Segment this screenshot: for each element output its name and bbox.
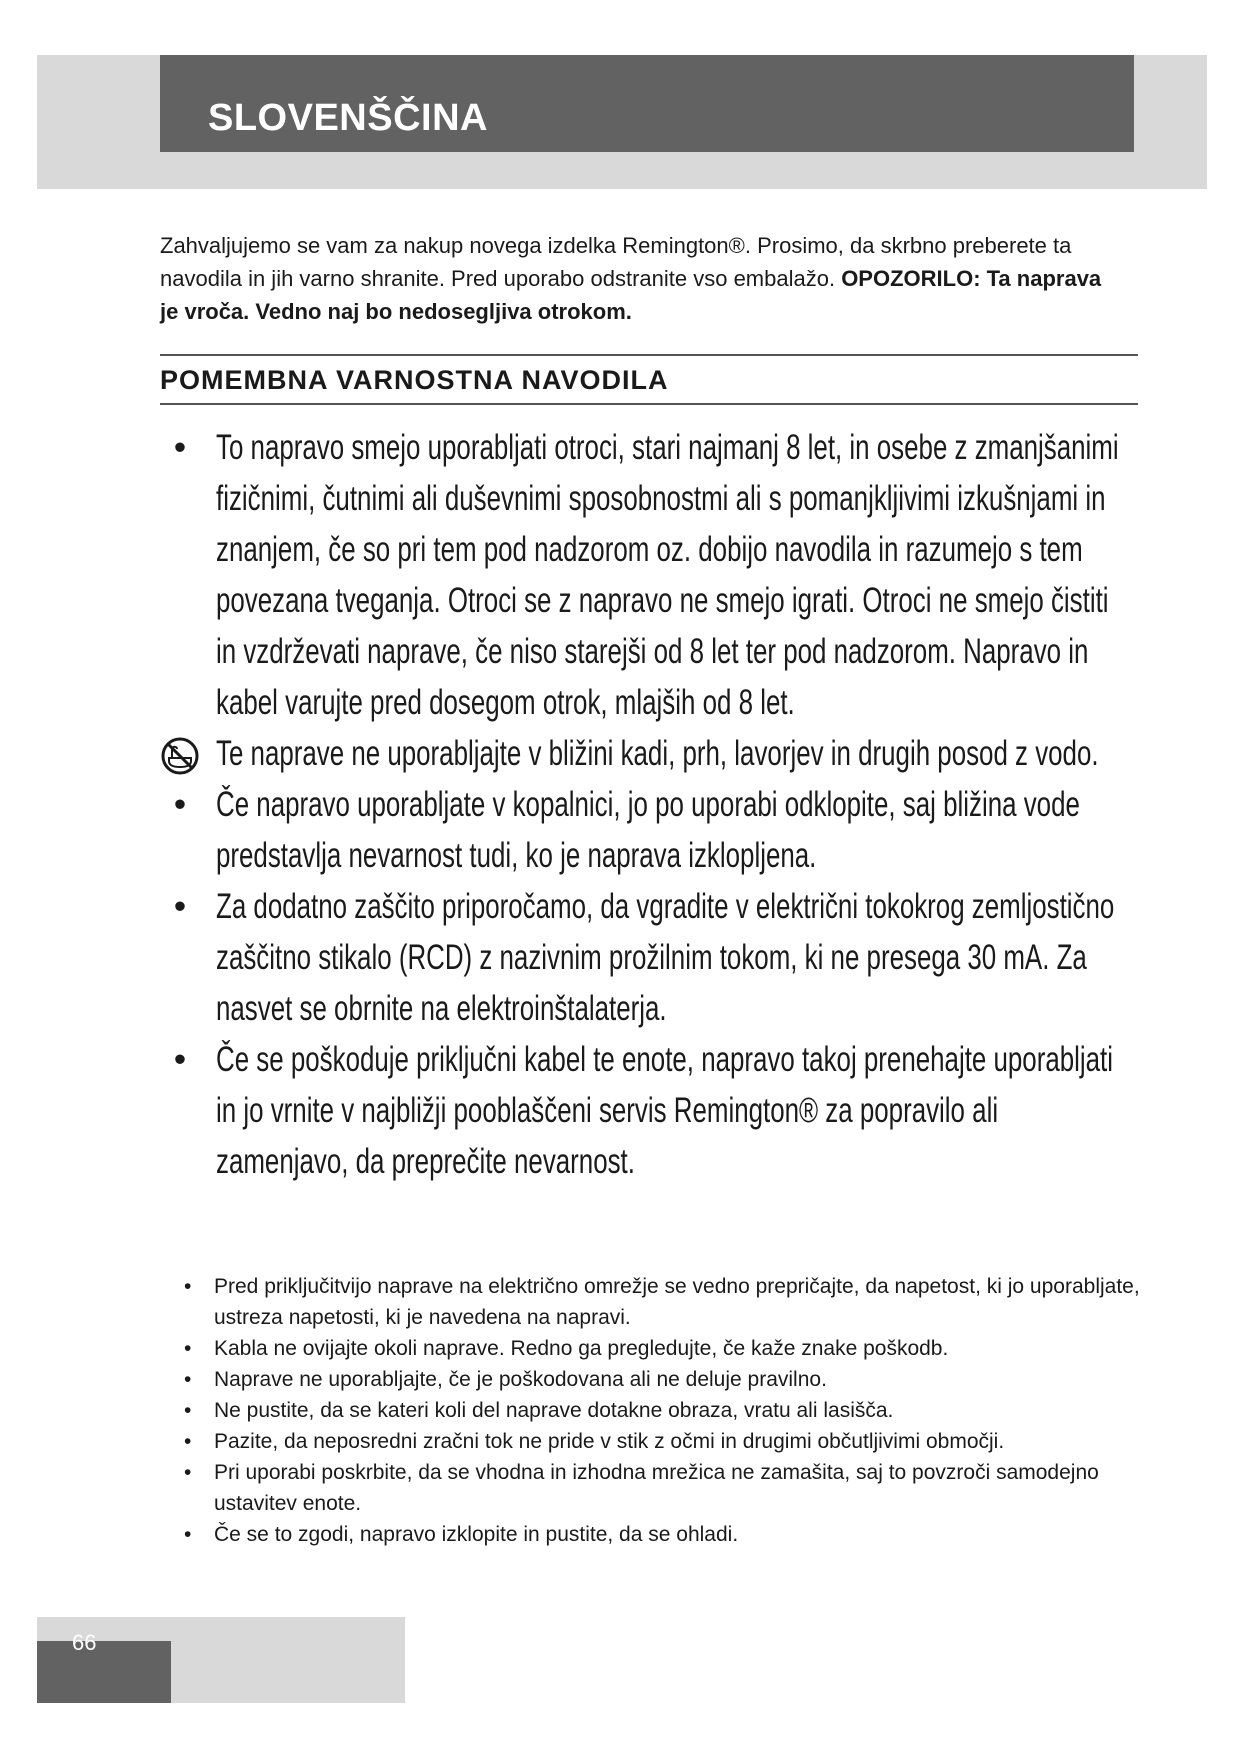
safety-item-text: To napravo smejo uporabljati otroci, stari najmanj 8 let, in osebe z zmanjšanimi fizičnimi, čutnimi ali duševnimi sposobnostmi ali s pomanjkljivimi izkušnjami in znanjem, če so pri tem pod nadzorom oz. dobijo navodila in razumejo s tem povezana tveganja. Otroci se z napravo ne smejo igrati. Otroci ne smejo čistiti in vzdrževati naprave, če niso starejši od 8 let ter pod nadzorom. Napravo in kabel varujte pred dosegom otrok, mlajših od 8 let.: [216, 428, 1119, 722]
intro-paragraph: [160, 229, 1110, 328]
section-title: POMEMBNA VARNOSTNA NAVODILA: [160, 365, 669, 395]
section-rule-bottom: [160, 403, 1138, 405]
bullet-marker: •: [184, 1399, 192, 1422]
note-text: Naprave ne uporabljajte, če je poškodovana ali ne deluje pravilno.: [214, 1368, 827, 1391]
page-number: 66: [72, 1630, 97, 1655]
safety-item: [160, 779, 1150, 881]
safety-item: [160, 881, 1150, 1034]
note-item: [160, 1333, 1140, 1364]
safety-item-text: Te naprave ne uporabljajte v bližini kadi, prh, lavorjev in drugih posod z vodo.: [216, 734, 1099, 773]
safety-item: [160, 1034, 1150, 1187]
note-text: Če se to zgodi, napravo izklopite in pustite, da se ohladi.: [214, 1523, 739, 1546]
safety-item: [160, 728, 1150, 779]
bullet-marker: •: [184, 1461, 192, 1484]
safety-item-text: Za dodatno zaščito priporočamo, da vgradite v električni tokokrog zemljostično zaščitno stikalo (RCD) z nazivnim prožilnim tokom, ki ne presega 30 mA. Za nasvet se obrnite na elektroinštalaterja.: [216, 887, 1115, 1028]
note-text: Pred priključitvijo naprave na električno omrežje se vedno prepričajte, da napetost, ki jo uporabljate, ustreza napetosti, ki je navedena na napravi.: [214, 1275, 1140, 1329]
intro-text: Zahvaljujemo se vam za nakup novega izdelka Remington®. Prosimo, da skrbno preberete ta navodila in jih varno shranite. Pred uporabo odstranite vso embalažo.: [160, 233, 1072, 291]
safety-item-text: Če se poškoduje priključni kabel te enote, napravo takoj prenehajte uporabljati in jo vrnite v najbližji pooblaščeni servis Remington® za popravilo ali zamenjavo, da preprečite nevarnost.: [216, 1040, 1114, 1181]
safety-item: [160, 422, 1150, 728]
bullet-marker: •: [184, 1337, 192, 1360]
note-item: [160, 1457, 1140, 1519]
bullet-marker: •: [173, 1040, 187, 1079]
note-item: [160, 1271, 1140, 1333]
bullet-marker: •: [184, 1430, 192, 1453]
bullet-marker: •: [184, 1368, 192, 1391]
no-bathtub-icon: [160, 736, 200, 776]
note-text: Pri uporabi poskrbite, da se vhodna in izhodna mrežica ne zamašita, saj to povzroči samodejno ustavitev enote.: [214, 1461, 1099, 1515]
bullet-marker: •: [184, 1523, 192, 1546]
note-item: [160, 1426, 1140, 1457]
intro-warning: OPOZORILO: Ta naprava je vroča. Vedno naj bo nedosegljiva otrokom.: [160, 266, 1102, 324]
safety-list: [160, 422, 1150, 1187]
note-text: Pazite, da neposredni zračni tok ne pride v stik z očmi in drugimi občutljivimi območji.: [214, 1430, 1005, 1453]
page-title: SLOVENŠČINA: [208, 97, 488, 139]
section-rule-top: [160, 354, 1138, 356]
bullet-marker: •: [173, 887, 187, 926]
notes-list: [160, 1271, 1140, 1550]
bullet-marker: •: [173, 428, 187, 467]
note-item: [160, 1364, 1140, 1395]
footer-bar: [37, 1641, 171, 1703]
note-item: [160, 1519, 1140, 1550]
bullet-marker: •: [173, 785, 187, 824]
safety-item-text: Če napravo uporabljate v kopalnici, jo po uporabi odklopite, saj bližina vode predstavlja nevarnost tudi, ko je naprava izklopljena.: [216, 785, 1080, 875]
bullet-marker: •: [184, 1275, 192, 1298]
note-text: Ne pustite, da se kateri koli del naprave dotakne obraza, vratu ali lasišča.: [214, 1399, 894, 1422]
note-text: Kabla ne ovijajte okoli naprave. Redno ga pregledujte, če kaže znake poškodb.: [214, 1337, 949, 1360]
note-item: [160, 1395, 1140, 1426]
